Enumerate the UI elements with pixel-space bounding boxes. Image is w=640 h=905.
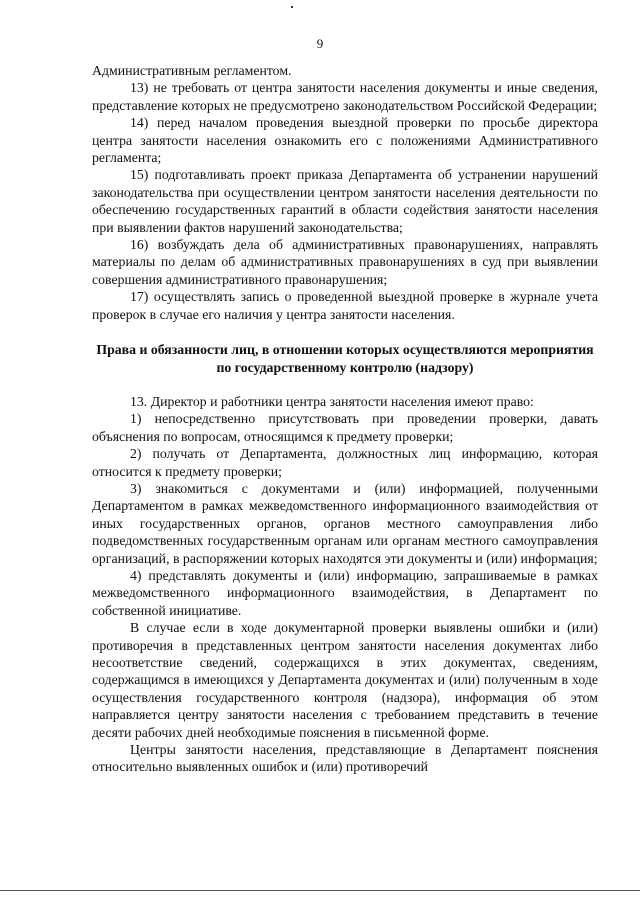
- paragraph: 14) перед началом проведения выездной проверки по просьбе директора центра занятости населения ознакомить его с положениями Административного регламента;: [92, 115, 598, 166]
- paragraph: 16) возбуждать дела об административных правонарушениях, направлять материалы по делам об административных правонарушениях в суд при выявлении совершения административного правонарушения;: [92, 237, 598, 287]
- paragraph: Административным регламентом.: [92, 63, 292, 78]
- paragraph: 13) не требовать от центра занятости населения документы и иные сведения, представление которых не предусмотрено законодательством Российской Федерации;: [92, 80, 598, 113]
- paragraph: В случае если в ходе документарной проверки выявлены ошибки и (или) противоречия в представленных центром занятости населения документах либо несоответствие сведений, содержащихся в этих документах, сведениям, содержащимся в имеющихся у Департамента документах и (или) полученным в ходе осуществления государственного контроля (надзора), информация об этом направляется центру занятости населения с требованием представить в течение десяти рабочих дней необходимые пояснения в письменной форме.: [92, 620, 598, 740]
- document-body: [92, 62, 598, 776]
- paragraph: 15) подготавливать проект приказа Департамента об устранении нарушений законодательства при осуществлении центром занятости населения деятельности по обеспечению государственных гарантий в области содействия занятости населения при выявлении фактов нарушений законодательства;: [92, 167, 598, 235]
- page-number: 9: [316, 36, 324, 51]
- paragraph: 13. Директор и работники центра занятости населения имеют право:: [130, 393, 534, 409]
- page-bottom-rule: [0, 890, 640, 891]
- paragraph: 2) получать от Департамента, должностных лиц информацию, которая относится к предмету проверки;: [92, 446, 598, 479]
- paragraph: 4) представлять документы и (или) информацию, запрашиваемые в рамках межведомственного информационного взаимодействия, в Департамент по собственной инициативе.: [92, 567, 598, 618]
- paragraph: 17) осуществлять запись о проведенной выездной проверке в журнале учета проверок в случае его наличия у центра занятости населения.: [92, 289, 598, 322]
- paragraph: 1) непосредственно присутствовать при проведении проверки, давать объяснения по вопросам, относящимся к предмету проверки;: [92, 411, 598, 444]
- paragraph: Центры занятости населения, представляющие в Департамент пояснения относительно выявленных ошибок и (или) противоречий: [92, 742, 598, 775]
- paragraph: 3) знакомиться с документами и (или) информацией, полученными Департаментом в рамках межведомственного информационного взаимодействия от иных государственных органов, органов местного самоуправления либо подведомственных государственным органам или органам местного самоуправления организаций, в распоряжении которых находятся эти документы и (или) информация;: [92, 480, 598, 566]
- scan-speck: [291, 6, 293, 8]
- section-heading: Права и обязанности лиц, в отношении которых осуществляются мероприятия по государственному контролю (надзору): [96, 342, 594, 375]
